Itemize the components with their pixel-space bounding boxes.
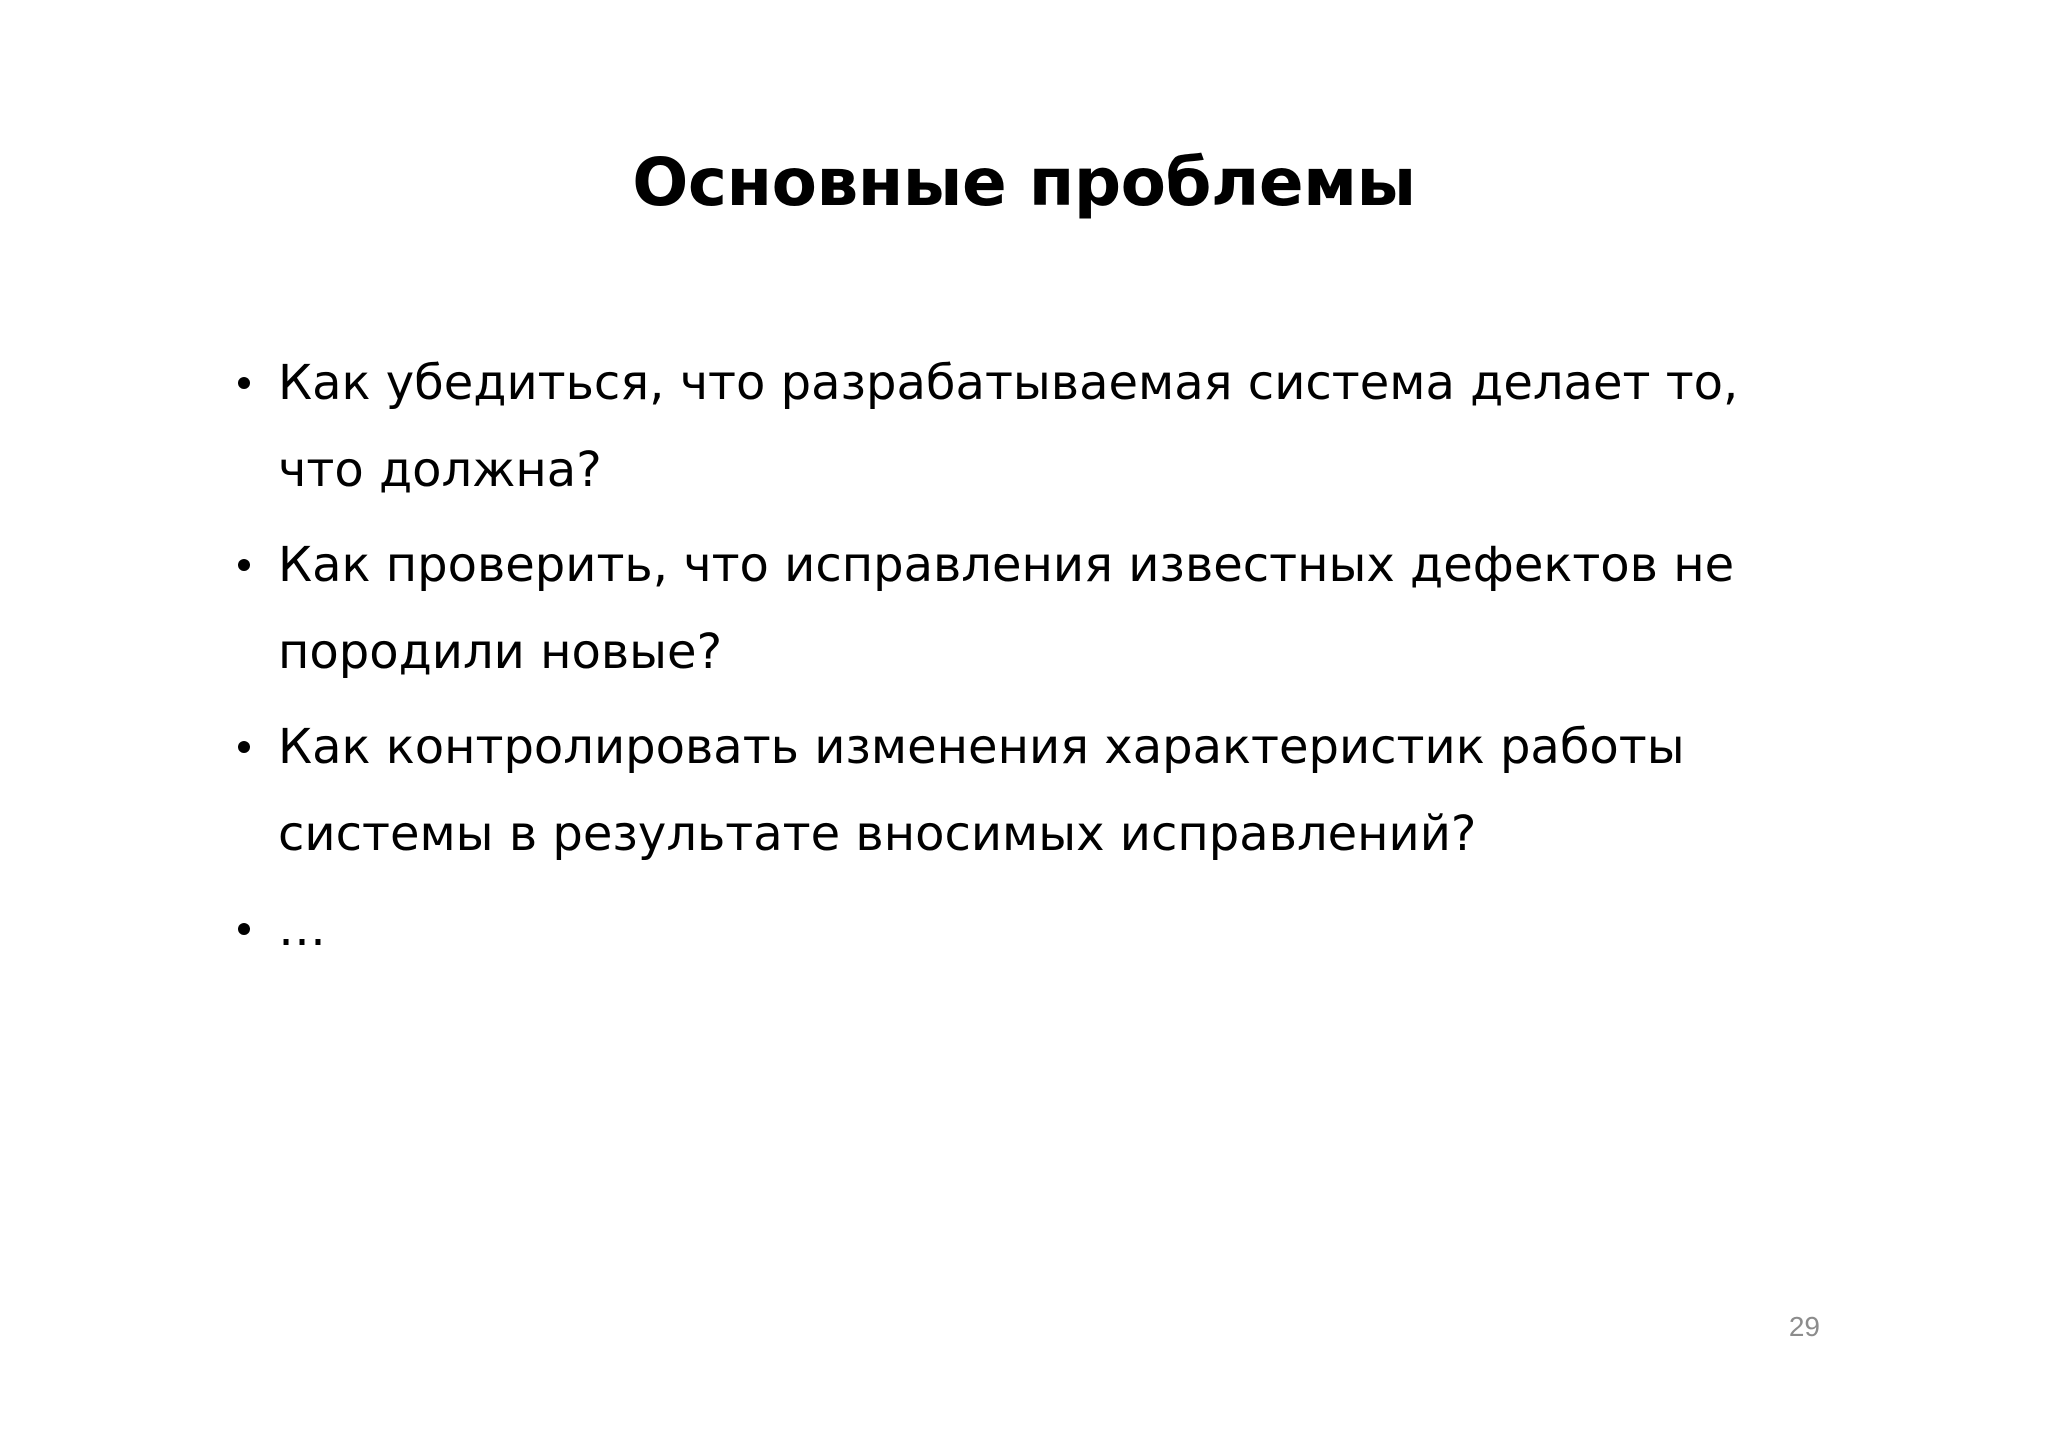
bullet-text: Как контролировать изменения характеристик работы системы в результате вносимых исправлений?: [278, 719, 1685, 862]
bullet-text: Как проверить, что исправления известных дефектов не породили новые?: [278, 537, 1735, 680]
bullet-item: [234, 704, 1814, 878]
bullet-item: [234, 886, 1814, 973]
bullet-dot-icon: [238, 559, 250, 571]
bullet-item: [234, 522, 1814, 696]
bullet-text: Как убедиться, что разрабатываемая система делает то, что должна?: [278, 355, 1739, 498]
bullet-item: [234, 340, 1814, 514]
bullet-text: …: [278, 901, 326, 957]
page-number: 29: [1788, 1311, 1820, 1342]
slide-title: Основные проблемы: [632, 144, 1416, 221]
bullet-dot-icon: [238, 923, 250, 935]
bullet-list: [234, 340, 1814, 981]
bullet-dot-icon: [238, 741, 250, 753]
bullet-dot-icon: [238, 377, 250, 389]
